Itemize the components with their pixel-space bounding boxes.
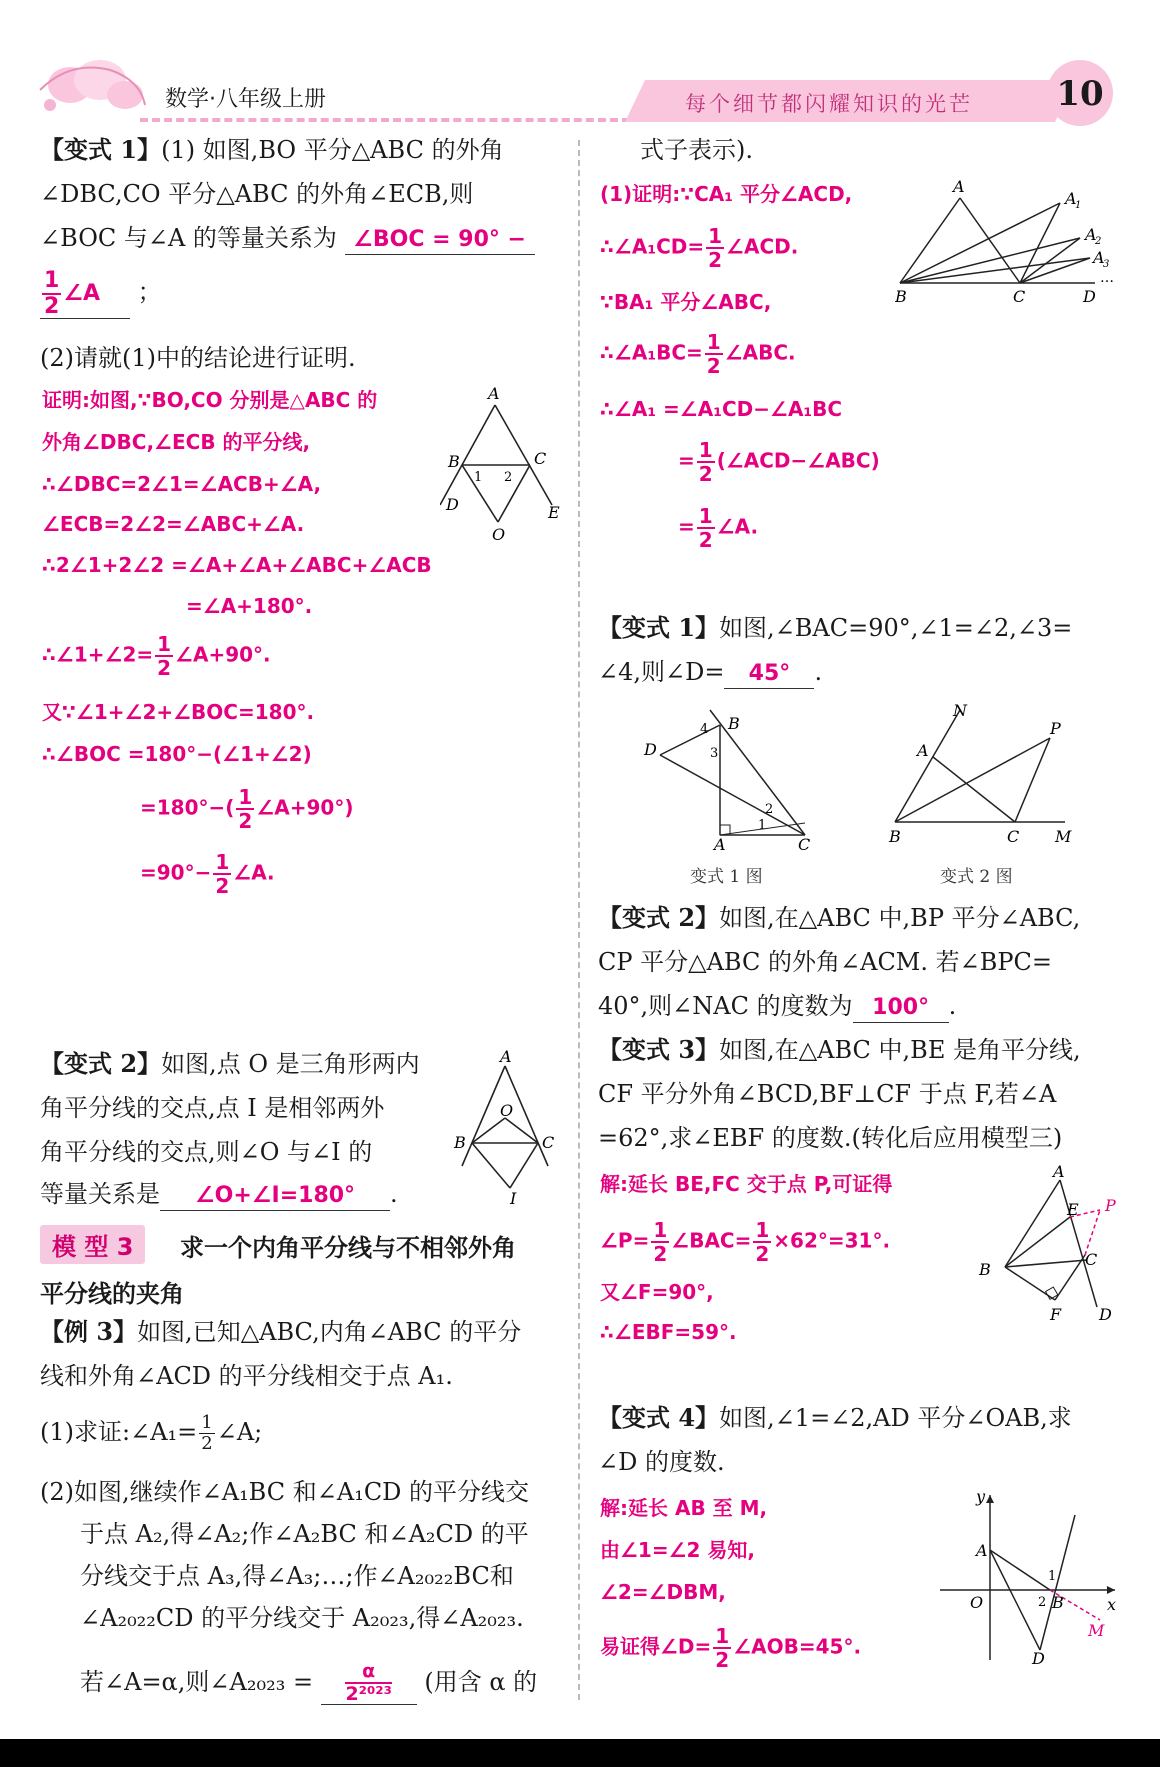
svg-text:O: O — [970, 1593, 984, 1612]
ex3-q2-line4: ∠A₂₀₂₂CD 的平分线交于 A₂₀₂₃,得∠A₂₀₂₃. — [80, 1604, 524, 1632]
header-dashed-line — [140, 118, 630, 122]
left-v1-line2: ∠DBC,CO 平分△ABC 的外角∠ECB,则 — [40, 180, 474, 208]
r-v2-line1: 【变式 2】如图,在△ABC 中,BP 平分∠ABC, — [598, 903, 1081, 932]
svg-text:B: B — [454, 1133, 466, 1152]
r-v4-sol: ∠2=∠DBM, — [600, 1580, 726, 1604]
svg-text:A: A — [917, 741, 929, 760]
v1-answer-blank1: ∠BOC = 90° − — [345, 226, 535, 255]
svg-text:C: C — [1085, 1250, 1098, 1269]
slogan: 每个细节都闪耀知识的光芒 — [685, 92, 973, 116]
model-title1: 求一个内角平分线与不相邻外角 — [180, 1234, 516, 1262]
svg-text:A: A — [976, 1541, 988, 1560]
v1-text3: ∠BOC 与∠A 的等量关系为 — [40, 224, 337, 252]
r-v2-line3: 40°,则∠NAC 的度数为 100° . — [598, 992, 956, 1023]
r-v3-line1: 【变式 3】如图,在△ABC 中,BE 是角平分线, — [598, 1035, 1081, 1064]
ex3-q2-line3: 分线交于点 A₃,得∠A₃;…;作∠A₂₀₂₂BC和 — [80, 1562, 514, 1590]
svg-text:y: y — [976, 1490, 986, 1506]
figure-r-v1 — [640, 705, 820, 855]
r-proof-line: ∴∠A₁ =∠A₁CD−∠A₁BC — [600, 397, 843, 421]
ex3-q1: (1)求证:∠A₁= $\frac{1}{2}$ ∠A; — [40, 1412, 263, 1454]
r-v4-line1: 【变式 4】如图,∠1=∠2,AD 平分∠OAB,求 — [598, 1403, 1072, 1432]
proof-line: 证明:如图,∵BO,CO 分别是△ABC 的 — [42, 388, 378, 412]
r-proof-line: ∵BA₁ 平分∠ABC, — [600, 290, 772, 314]
svg-text:2: 2 — [765, 802, 774, 817]
r-v1-answer-blank: 45° — [724, 660, 814, 689]
semicolon: ； — [137, 278, 162, 306]
left-v2-line2: 角平分线的交点,点 I 是相邻两外 — [40, 1094, 385, 1122]
left-v1-line1 — [40, 136, 504, 164]
svg-text:1: 1 — [758, 818, 767, 833]
svg-text:M: M — [1055, 827, 1072, 846]
svg-text:O: O — [500, 1101, 514, 1120]
svg-text:D: D — [1032, 1649, 1045, 1665]
svg-text:2: 2 — [1038, 1595, 1047, 1610]
column-divider — [578, 140, 580, 1700]
svg-text:1: 1 — [1075, 200, 1082, 211]
svg-text:A: A — [1053, 1165, 1065, 1181]
r-v4-sol: 解:延长 AB 至 M, — [600, 1496, 768, 1520]
r-v1-line2: ∠4,则∠D= 45° . — [598, 658, 822, 689]
proof-line: =90°− $\frac{1}{2}$ ∠A. — [140, 850, 275, 898]
svg-text:I: I — [510, 1189, 517, 1208]
v2-label: 【变式 2】 — [40, 1049, 162, 1078]
figure-r-v3 — [975, 1165, 1135, 1325]
svg-text:B: B — [889, 827, 901, 846]
svg-text:F: F — [1050, 1305, 1062, 1324]
svg-text:O: O — [492, 525, 506, 544]
svg-text:D: D — [644, 740, 657, 759]
right-cont: 式子表示). — [640, 136, 753, 164]
r-v2-line2: CP 平分△ABC 的外角∠ACM. 若∠BPC= — [598, 948, 1053, 976]
r-proof-line: = $\frac{1}{2}$ ∠A. — [678, 504, 759, 552]
proof-line: =180°−( $\frac{1}{2}$ ∠A+90°) — [140, 785, 354, 833]
r-v3-sol: 解:延长 BE,FC 交于点 P,可证得 — [600, 1172, 893, 1196]
svg-text:C: C — [798, 835, 811, 854]
r-v3-line3: =62°,求∠EBF 的度数.(转化后应用模型三) — [598, 1124, 1063, 1152]
svg-text:A: A — [500, 1048, 512, 1066]
svg-text:N: N — [953, 701, 967, 720]
ex3-line1: 【例 3】如图,已知△ABC,内角∠ABC 的平分 — [40, 1317, 522, 1346]
page-number: 10 — [1056, 74, 1104, 114]
svg-text:C: C — [542, 1133, 555, 1152]
svg-text:B: B — [728, 714, 740, 733]
v2-answer-blank: ∠O+∠I=180° — [160, 1182, 390, 1211]
svg-text:3: 3 — [1103, 259, 1110, 270]
caption-fig2: 变式 2 图 — [940, 867, 1013, 887]
proof-line: 又∵∠1+∠2+∠BOC=180°. — [42, 700, 315, 724]
r-v3-sol: 又∠F=90°, — [600, 1280, 714, 1304]
proof-line: ∴∠DBC=2∠1=∠ACB+∠A, — [42, 472, 322, 496]
svg-text:B: B — [895, 287, 907, 306]
svg-text:2: 2 — [1095, 236, 1102, 247]
svg-text:B: B — [448, 452, 460, 471]
svg-text:4: 4 — [700, 722, 709, 737]
svg-text:1: 1 — [474, 470, 483, 485]
svg-text:M: M — [1088, 1621, 1105, 1640]
svg-text:C: C — [1013, 287, 1026, 306]
r-v4-line2: ∠D 的度数. — [598, 1448, 725, 1476]
r-v1-line1: 【变式 1】如图,∠BAC=90°,∠1=∠2,∠3= — [598, 613, 1073, 642]
figure-r-v4-axes — [940, 1490, 1120, 1665]
svg-text:A: A — [1065, 189, 1077, 208]
r-v3-sol: ∠P= $\frac{1}{2}$ ∠BAC= $\frac{1}{2}$ ×62°=31°. — [600, 1218, 891, 1266]
caption-fig1: 变式 1 图 — [690, 867, 763, 887]
figure-v1-triangle — [440, 385, 570, 545]
left-v2-line3: 角平分线的交点,则∠O 与∠I 的 — [40, 1138, 373, 1166]
bottom-bar — [0, 1739, 1160, 1767]
ex3-q2-line1: (2)如图,继续作∠A₁BC 和∠A₁CD 的平分线交 — [40, 1478, 530, 1506]
v1-question2: (2)请就(1)中的结论进行证明. — [40, 344, 356, 372]
left-v1-line3 — [40, 224, 535, 255]
figure-v2-kite — [450, 1048, 570, 1208]
book-title: 数学·八年级上册 — [165, 87, 326, 112]
svg-text:P: P — [1050, 719, 1061, 738]
ex3-line2: 线和外角∠ACD 的平分线相交于点 A₁. — [40, 1362, 453, 1390]
proof-line: =∠A+180°. — [186, 594, 313, 618]
r-v3-line2: CF 平分外角∠BCD,BF⊥CF 于点 F,若∠A — [598, 1080, 1057, 1108]
figure-r-v2 — [885, 700, 1075, 850]
svg-text:A: A — [953, 178, 965, 196]
r-proof-line: (1)证明:∵CA₁ 平分∠ACD, — [600, 182, 853, 206]
fraction-half: $\frac{1}{2}$ — [44, 268, 60, 319]
proof-line: ∴∠BOC =180°−(∠1+∠2) — [42, 742, 312, 766]
svg-text:C: C — [1007, 827, 1020, 846]
proof-line: ∴∠1+∠2= $\frac{1}{2}$ ∠A+90°. — [42, 632, 271, 680]
left-v2-line1: 【变式 2】如图,点 O 是三角形两内 — [40, 1049, 420, 1078]
svg-text:D: D — [1099, 1305, 1112, 1324]
svg-text:E: E — [1067, 1200, 1079, 1219]
proof-line: ∠ECB=2∠2=∠ABC+∠A. — [42, 512, 305, 536]
r-proof-line: ∴∠A₁BC= $\frac{1}{2}$ ∠ABC. — [600, 330, 796, 378]
svg-text:B: B — [1052, 1593, 1064, 1612]
r-v4-sol: 易证得∠D= $\frac{1}{2}$ ∠AOB=45°. — [600, 1624, 862, 1672]
v1-text1: (1) 如图,BO 平分△ABC 的外角 — [161, 136, 504, 164]
r-v4-sol: 由∠1=∠2 易知, — [600, 1538, 756, 1562]
flower-ornament-icon — [30, 50, 150, 125]
svg-text:B: B — [979, 1260, 991, 1279]
r-proof-line: ∴∠A₁CD= $\frac{1}{2}$ ∠ACD. — [600, 224, 799, 272]
header — [0, 40, 1160, 130]
svg-text:D: D — [1083, 287, 1096, 306]
proof-line: 外角∠DBC,∠ECB 的平分线, — [42, 430, 311, 454]
svg-text:C: C — [534, 449, 547, 468]
v1-answer-blank2: $\frac{1}{2}$ ∠A — [40, 270, 130, 319]
svg-text:A: A — [714, 835, 726, 854]
svg-text:1: 1 — [1048, 1569, 1057, 1584]
ex3-q2-line5: 若∠A=α,则∠A₂₀₂₃ = $\frac{\alpha}{\text{2²⁰²³}}$ (用含 α 的 — [80, 1660, 538, 1705]
svg-text:A: A — [1085, 225, 1097, 244]
ex3-q2-line2: 于点 A₂,得∠A₂;作∠A₂BC 和∠A₂CD 的平 — [80, 1520, 529, 1548]
ex3-answer-blank: $\frac{\alpha}{\text{2²⁰²³}}$ — [321, 1662, 417, 1705]
proof-line: ∴2∠1+2∠2 =∠A+∠A+∠ABC+∠ACB — [42, 553, 432, 577]
r-v2-answer-blank: 100° — [853, 994, 949, 1023]
svg-text:A: A — [1093, 248, 1105, 267]
model-title2: 平分线的夹角 — [40, 1280, 184, 1308]
figure-ex3-bisectors — [895, 178, 1125, 308]
left-v2-line4: 等量关系是 ∠O+∠I=180° . — [40, 1180, 398, 1211]
svg-text:3: 3 — [710, 746, 719, 761]
r-v3-sol: ∴∠EBF=59°. — [600, 1320, 737, 1344]
svg-text:2: 2 — [504, 470, 513, 485]
v1-label: 【变式 1】 — [40, 135, 162, 164]
svg-text:P: P — [1105, 1196, 1116, 1215]
model-tag: 模 型 3 — [40, 1225, 145, 1264]
svg-text:x: x — [1107, 1595, 1117, 1614]
r-proof-line: = $\frac{1}{2}$ (∠ACD−∠ABC) — [678, 438, 880, 486]
svg-text:D: D — [446, 495, 459, 514]
svg-text:A: A — [488, 385, 500, 403]
left-v1-line4 — [40, 270, 162, 319]
svg-text:E: E — [548, 503, 560, 522]
svg-text:…: … — [1100, 270, 1114, 286]
